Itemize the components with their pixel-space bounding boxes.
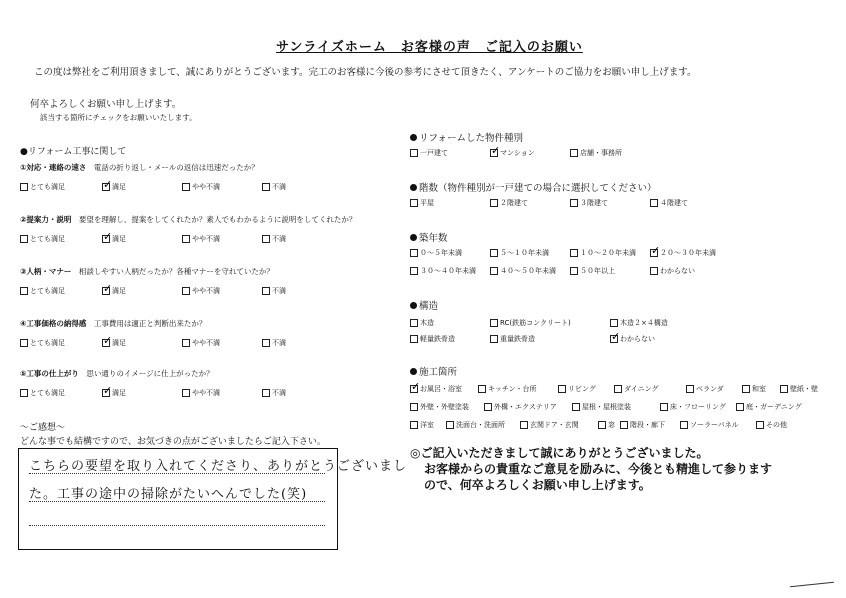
checkbox-label: キッチン・台所 [488,385,537,393]
bullet-icon [410,184,417,191]
checkbox-option[interactable] [650,248,716,258]
checkbox-label: ５～１０年未満 [500,249,549,257]
checkbox-option[interactable] [558,384,596,394]
checkbox-option[interactable] [780,384,818,394]
checkbox-option[interactable] [262,234,286,244]
property-type-heading [410,130,523,144]
checkbox-option[interactable] [102,234,126,244]
location-title: 施工箇所 [419,367,458,378]
checkbox[interactable] [610,319,618,327]
instruction-text: 該当する箇所にチェックをお願いいたします。 [40,113,197,122]
checkbox[interactable] [182,235,190,243]
checkbox-option[interactable] [410,334,455,344]
checkbox-option[interactable] [572,402,631,412]
question-row [20,214,356,225]
checkbox-label: 不満 [272,183,286,191]
checkbox-checked[interactable] [102,339,110,347]
checkbox-label: 満足 [112,287,126,295]
checkbox-label: 屋根・屋根塗装 [582,403,631,411]
checkbox-label: ２階建て [500,199,528,207]
checkbox-option[interactable] [262,286,286,296]
checkbox[interactable] [780,385,788,393]
checkbox-option[interactable] [410,148,448,158]
checkbox-label: RC(鉄筋コンクリート) [500,319,571,327]
question-text: 工事費用は適正と判断出来たか？ [86,319,207,328]
checkbox-option[interactable] [410,384,462,394]
checkbox[interactable] [570,267,578,275]
checkbox[interactable] [262,183,270,191]
checkbox-label: ０～５年未満 [420,249,462,257]
checkbox[interactable] [262,389,270,397]
checkbox-option[interactable] [102,388,126,398]
checkbox[interactable] [558,385,566,393]
closing-line-1: ◎ご記入いただきまして誠にありがとうございました。 [410,446,709,460]
checkbox-option[interactable] [446,420,505,430]
checkbox-label: 店舗・事務所 [580,149,622,157]
checkbox-label: 木造２×４構造 [620,319,668,327]
checkbox-option[interactable] [182,286,220,296]
checkbox-label: やや不満 [192,389,220,397]
question-row [20,266,274,277]
checkbox[interactable] [660,403,668,411]
checkbox-label: とても満足 [30,389,65,397]
checkbox-label: 満足 [112,235,126,243]
checkbox[interactable] [410,403,418,411]
checkbox[interactable] [262,235,270,243]
checkbox[interactable] [182,339,190,347]
age-heading [410,230,448,244]
checkbox-label: 一戸建て [420,149,448,157]
checkbox-option[interactable] [490,334,535,344]
checkbox-option[interactable] [182,182,220,192]
checkbox[interactable] [490,249,498,257]
checkbox[interactable] [484,403,492,411]
checkbox-label: 満足 [112,183,126,191]
location-heading [410,364,457,378]
checkbox-label: 洋室 [420,421,434,429]
checkbox-label: とても満足 [30,339,65,347]
checkbox-option[interactable] [614,384,658,394]
checkbox-checked[interactable] [102,287,110,295]
checkbox-label: やや不満 [192,287,220,295]
checkbox[interactable] [182,183,190,191]
checkbox-option[interactable] [410,420,434,430]
checkbox[interactable] [520,421,528,429]
checkbox-label: やや不満 [192,235,220,243]
age-title: 築年数 [419,233,448,244]
checkbox-option[interactable] [650,198,688,208]
checkbox-label: 平屋 [420,199,434,207]
checkbox[interactable] [490,319,498,327]
checkbox-label: 満足 [112,389,126,397]
checkbox-option[interactable] [20,286,65,296]
checkbox-option[interactable] [484,402,557,412]
checkbox-option[interactable] [410,248,462,258]
checkbox-option[interactable] [20,234,65,244]
checkbox-option[interactable] [598,420,615,430]
floors-heading [410,180,657,194]
checkbox-option[interactable] [570,198,608,208]
checkbox-label: とても満足 [30,287,65,295]
checkbox[interactable] [620,421,628,429]
checkbox-option[interactable] [182,338,220,348]
checkbox-option[interactable] [20,338,65,348]
checkbox-option[interactable] [262,338,286,348]
checkbox[interactable] [410,319,418,327]
checkbox[interactable] [614,385,622,393]
checkbox[interactable] [686,385,694,393]
checkbox[interactable] [490,335,498,343]
checkbox-label: ベランダ [696,385,724,393]
checkbox-option[interactable] [490,318,571,328]
checkbox-option[interactable] [490,198,528,208]
checkbox-option[interactable] [680,420,739,430]
checkbox[interactable] [736,403,744,411]
checkbox-option[interactable] [610,318,668,328]
checkbox-option[interactable] [102,286,126,296]
checkbox[interactable] [182,389,190,397]
checkbox-option[interactable] [620,420,665,430]
checkbox-checked[interactable] [102,235,110,243]
bullet-icon [410,302,417,309]
question-label: ③人柄・マナー [20,267,72,276]
question-label: ⑤工事の仕上がり [20,369,79,378]
checkbox-label: ４階建て [660,199,688,207]
checkbox-option[interactable] [736,402,802,412]
page-title: サンライズホーム お客様の声 ご記入のお願い [276,40,583,55]
checkbox-option[interactable] [102,338,126,348]
checkbox-label: 外構・エクステリア [494,403,557,411]
comment-rule-2 [29,501,325,502]
checkbox-label: ソーラーパネル [690,421,739,429]
checkbox-label: ４０～５０年未満 [500,267,556,275]
checkbox-label: 床・フローリング [670,403,726,411]
checkbox-option[interactable] [478,384,537,394]
checkbox[interactable] [570,199,578,207]
bullet-icon [410,234,417,241]
checkbox[interactable] [20,287,28,295]
checkbox-label: 満足 [112,339,126,347]
checkbox[interactable] [598,421,606,429]
question-row [20,162,259,173]
checkbox-option[interactable] [410,198,434,208]
closing-line-2: お客様からの貴重なご意見を励みに、今後とも精進して参ります [424,462,773,476]
checkbox-option[interactable] [570,148,622,158]
checkbox-label: 不満 [272,389,286,397]
checkbox[interactable] [20,389,28,397]
checkbox-label: やや不満 [192,339,220,347]
checkbox-label: お風呂・浴室 [420,385,462,393]
checkbox-checked[interactable] [410,385,418,393]
checkbox-option[interactable] [20,182,65,192]
checkbox[interactable] [446,421,454,429]
question-row [20,368,214,379]
bullet-icon [410,368,417,375]
checkbox[interactable] [182,287,190,295]
checkbox-checked[interactable] [490,149,498,157]
bullet-icon [410,134,417,141]
comment-rule-3 [29,525,325,526]
checkbox-option[interactable] [520,420,579,430]
checkbox-label: １０～２０年未満 [580,249,636,257]
question-row [20,318,206,329]
checkbox-label: 木造 [420,319,434,327]
checkbox-option[interactable] [610,334,655,344]
checkbox-label: 洗面台・洗面所 [456,421,505,429]
checkbox-label: 外壁・外壁塗装 [420,403,469,411]
comment-line-2: た。工事の途中の掃除がたいへんでした(笑) [29,487,308,502]
checkbox-option[interactable] [262,388,286,398]
checkbox-checked[interactable] [102,183,110,191]
checkbox[interactable] [410,335,418,343]
checkbox[interactable] [262,339,270,347]
checkbox-option[interactable] [410,266,476,276]
checkbox[interactable] [20,339,28,347]
comment-line-1: こちらの要望を取り入れてくださり、ありがとうございまし [29,459,408,474]
checkbox-label: ３階建て [580,199,608,207]
checkbox-checked[interactable] [650,249,658,257]
checkbox-option[interactable] [570,266,615,276]
checkbox-label: 重量鉄骨造 [500,335,535,343]
question-label: ②提案力・説明 [20,215,72,224]
checkbox-label: 不満 [272,339,286,347]
checkbox-option[interactable] [490,248,549,258]
checkbox-option[interactable] [20,388,65,398]
checkbox[interactable] [650,199,658,207]
checkbox-label: 不満 [272,287,286,295]
checkbox-option[interactable] [410,402,469,412]
greeting-text: 何卒よろしくお願い申し上げます。 [30,99,182,110]
checkbox[interactable] [410,149,418,157]
comment-box[interactable] [18,448,408,550]
checkbox-option[interactable] [410,318,434,328]
comment-rule-1 [29,473,325,474]
checkbox-label: やや不満 [192,183,220,191]
checkbox-label: リビング [568,385,596,393]
checkbox-option[interactable] [102,182,126,192]
structure-title: 構造 [419,301,439,312]
checkbox[interactable] [680,421,688,429]
checkbox-option[interactable] [742,384,766,394]
checkbox-label: 不満 [272,235,286,243]
checkbox-label: ダイニング [624,385,659,393]
checkbox[interactable] [20,183,28,191]
checkbox-option[interactable] [182,388,220,398]
checkbox-option[interactable] [660,402,726,412]
checkbox-label: わからない [620,335,655,343]
question-text: 電話の折り返し・メールの返信は迅速だったか？ [86,163,259,172]
checkbox-label: とても満足 [30,235,65,243]
property-type-title: リフォームした物件種別 [419,133,524,144]
checkbox[interactable] [262,287,270,295]
checkbox-label: ３０～４０年未満 [420,267,476,275]
checkbox[interactable] [572,403,580,411]
checkbox[interactable] [410,199,418,207]
impressions-title: ～ご感想～ [20,423,66,433]
checkbox-checked[interactable] [102,389,110,397]
left-section-title: ●リフォーム工事に関して [20,147,127,157]
checkbox-option[interactable] [570,248,636,258]
corner-mark [790,582,834,588]
checkbox-label: とても満足 [30,183,65,191]
checkbox[interactable] [570,249,578,257]
checkbox-label: マンション [500,149,535,157]
checkbox-label: 壁紙・壁 [790,385,818,393]
checkbox[interactable] [742,385,750,393]
structure-heading [410,298,438,312]
checkbox-label: ５０年以上 [580,267,615,275]
question-label: ④工事価格の納得感 [20,319,87,328]
checkbox-option[interactable] [686,384,724,394]
question-text: 思い通りのイメージに仕上がったか？ [78,369,214,378]
question-text: 要望を理解し、提案をしてくれたか？素人でもわかるように説明をしてくれたか？ [71,215,357,224]
checkbox[interactable] [490,267,498,275]
checkbox-label: わからない [660,267,695,275]
checkbox[interactable] [20,235,28,243]
floors-title: 階数（物件種別が一戸建ての場合に選択してください） [419,183,657,194]
checkbox-label: 和室 [752,385,766,393]
checkbox-label: ２０～３０年未満 [660,249,716,257]
checkbox-option[interactable] [490,266,556,276]
checkbox-option[interactable] [756,420,787,430]
checkbox[interactable] [410,249,418,257]
checkbox-label: 庭・ガーデニング [746,403,802,411]
checkbox-option[interactable] [650,266,695,276]
question-label: ①対応・連絡の速さ [20,163,87,172]
checkbox-label: 軽量鉄骨造 [420,335,455,343]
checkbox[interactable] [478,385,486,393]
checkbox[interactable] [410,421,418,429]
closing-line-3: ので、何卒よろしくお願い申し上げます。 [424,478,651,492]
checkbox[interactable] [570,149,578,157]
impressions-prompt: どんな事でも結構ですので、お気づきの点がございましたらご記入下さい。 [20,437,326,447]
checkbox[interactable] [650,267,658,275]
checkbox-option[interactable] [490,148,535,158]
checkbox-checked[interactable] [610,335,618,343]
checkbox-option[interactable] [262,182,286,192]
intro-text: この度は弊社をご利用頂きまして、誠にありがとうございます。完工のお客様に今後の参考にさせて頂きたく、アンケートのご協力をお願い申し上げます。 [34,67,697,78]
question-text: 相談しやすい人柄だったか？各種マナーを守れていたか？ [71,267,274,276]
checkbox-option[interactable] [182,234,220,244]
checkbox[interactable] [490,199,498,207]
checkbox-label: 窓 [608,421,615,429]
checkbox-label: その他 [766,421,787,429]
checkbox[interactable] [756,421,764,429]
checkbox[interactable] [410,267,418,275]
checkbox-label: 玄関ドア・玄関 [530,421,579,429]
checkbox-label: 階段・廊下 [630,421,665,429]
